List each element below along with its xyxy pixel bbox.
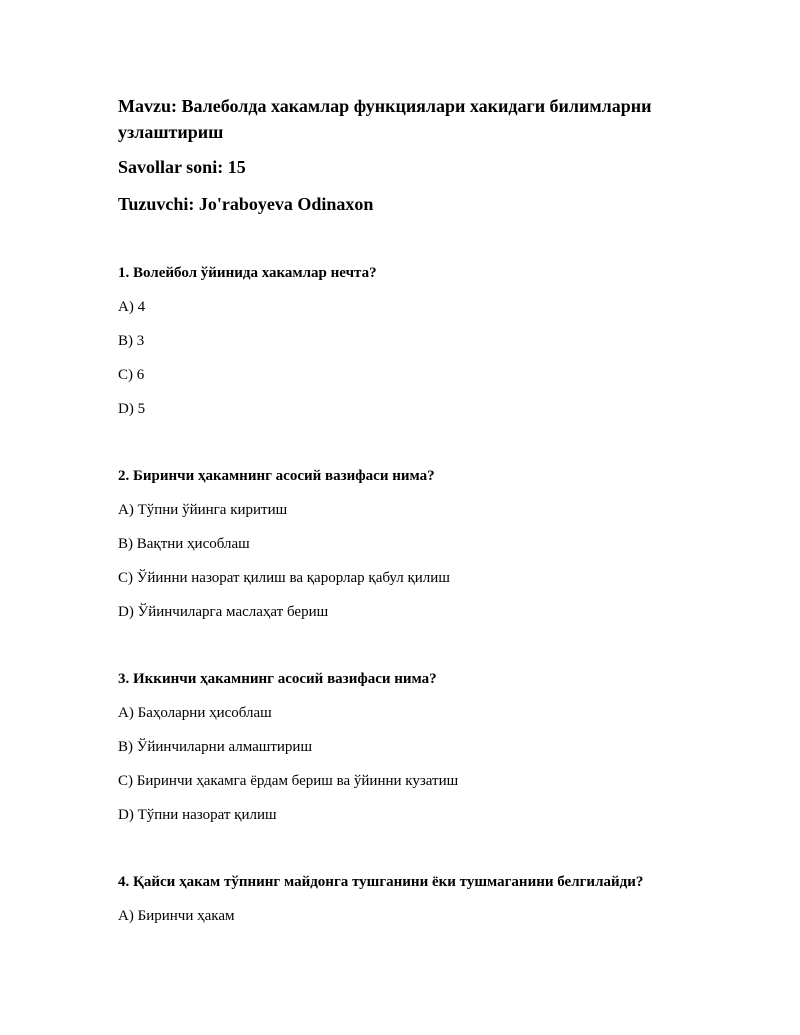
question-title: 1. Волейбол ўйинида хакамлар нечта? bbox=[118, 265, 377, 281]
answer-option: A) Тўпни ўйинга киритиш bbox=[118, 502, 288, 518]
question-title: 2. Биринчи ҳакамнинг асосий вазифаси нима? bbox=[118, 468, 435, 484]
answer-option: B) Вақтни ҳисоблаш bbox=[118, 536, 250, 552]
answer-option: C) Ўйинни назорат қилиш ва қарорлар қабул қилиш bbox=[118, 570, 450, 586]
answer-option: C) Биринчи ҳакамга ёрдам бериш ва ўйинни кузатиш bbox=[118, 773, 459, 789]
answer-option: A) 4 bbox=[118, 299, 146, 315]
answer-option: A) Баҳоларни ҳисоблаш bbox=[118, 705, 272, 721]
answer-option: B) Ўйинчиларни алмаштириш bbox=[118, 739, 313, 755]
answer-option: B) 3 bbox=[118, 333, 145, 349]
answer-option: C) 6 bbox=[118, 367, 145, 383]
question-title: 3. Иккинчи ҳакамнинг асосий вазифаси нима? bbox=[118, 671, 437, 687]
answer-option: A) Биринчи ҳакам bbox=[118, 908, 235, 924]
author-heading: Tuzuvchi: Jo'raboyeva Odinaxon bbox=[118, 194, 374, 214]
answer-option: D) 5 bbox=[118, 401, 146, 417]
answer-option: D) Ўйинчиларга маслаҳат бериш bbox=[118, 604, 329, 620]
answer-option: D) Тўпни назорат қилиш bbox=[118, 807, 277, 823]
question-title: 4. Қайси ҳакам тўпнинг майдонга тушганини ёки тушмаганини белгилайди? bbox=[118, 874, 644, 890]
topic-heading: Mavzu: Валеболда хакамлар функциялари хакидаги билимларни узлаштириш bbox=[118, 96, 652, 142]
question-count-heading: Savollar soni: 15 bbox=[118, 157, 246, 177]
